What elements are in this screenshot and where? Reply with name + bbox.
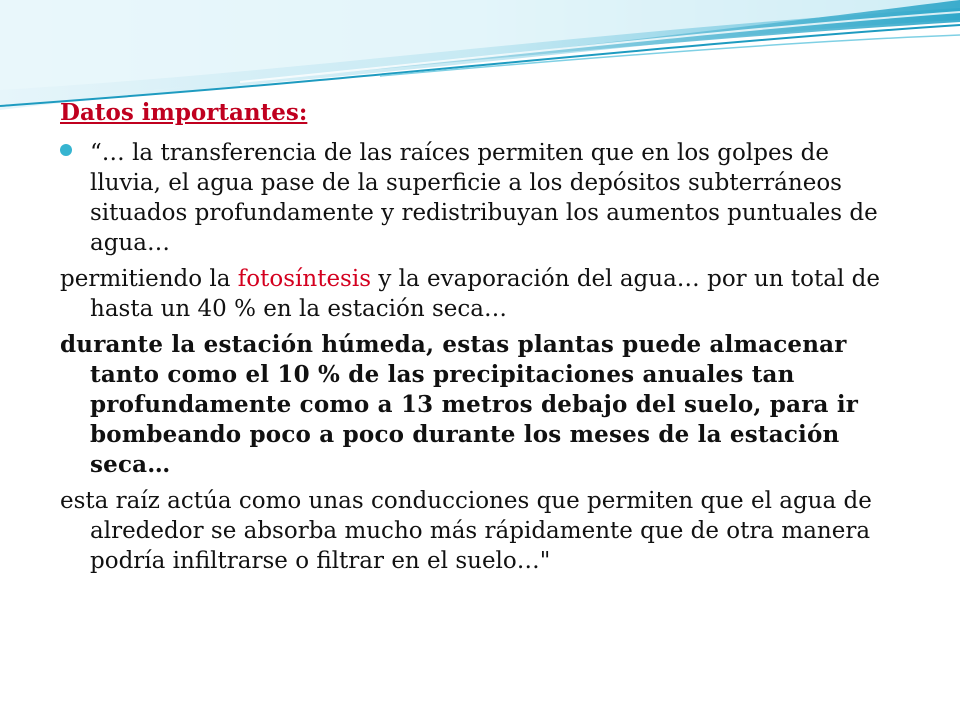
- highlight-term: fotosíntesis: [237, 266, 372, 292]
- bullet-item: [60, 138, 900, 258]
- paragraph-photosynthesis: [60, 264, 900, 324]
- bullet-text: “… la transferencia de las raíces permiten que en los golpes de lluvia, el agua pase de la superficie a los depósitos subterráneos situados profundamente y redistribuyan los aumentos puntuales de agua…: [90, 140, 878, 256]
- bullet-dot-icon: [60, 144, 72, 156]
- section-heading: Datos importantes:: [60, 99, 308, 126]
- paragraph-wet-season: durante la estación húmeda, estas plantas puede almacenar tanto como el 10 % de las precipitaciones anuales tan profundamente como a 13 metros debajo del suelo, para ir bombeando poco a poco durante los meses de la estación seca…: [60, 331, 859, 478]
- paragraph-text-after: y la evaporación del agua… por un total de hasta un 40 % en la estación seca…: [90, 266, 880, 322]
- paragraph-root-conduits: esta raíz actúa como unas conducciones que permiten que el agua de alrededor se absorba mucho más rápidamente que de otra manera podría infiltrarse o filtrar en el suelo…": [60, 488, 872, 574]
- slide-content: [60, 98, 900, 582]
- paragraph-text-before: permitiendo la: [60, 266, 238, 292]
